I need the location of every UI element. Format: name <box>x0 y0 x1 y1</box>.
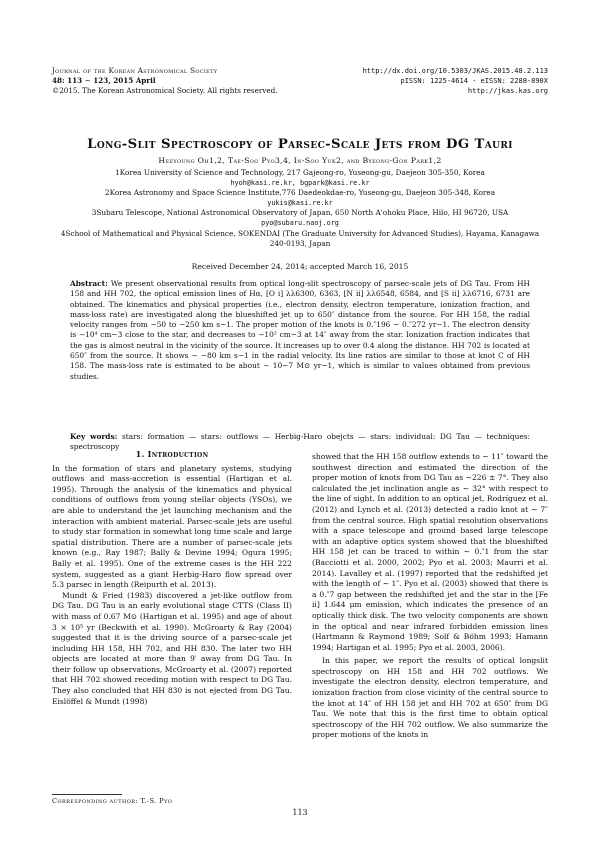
paper-title: Long-Slit Spectroscopy of Parsec-Scale Jets from DG Tauri <box>87 137 513 152</box>
issn: pISSN: 1225-4614 · eISSN: 2288-890X <box>400 77 548 85</box>
doi-link[interactable]: http://dx.doi.org/10.5303/JKAS.2015.48.2.113 <box>362 67 548 75</box>
affiliation-2: 2Korea Astronomy and Space Science Institute,776 Daedeokdae-ro, Yuseong-gu, Daejeon 305-348, Korea <box>104 188 496 198</box>
right-column <box>312 452 548 741</box>
affiliation-3-email[interactable]: pyo@subaru.naoj.org <box>261 219 339 228</box>
journal-name: Journal of the Korean Astronomical Society <box>52 66 218 75</box>
section-heading: 1. Introduction <box>135 449 209 459</box>
journal-header <box>52 66 277 96</box>
affiliation-3: 3Subaru Telescope, National Astronomical Observatory of Japan, 650 North A'ohoku Place, Hilo, HI 96720, USA <box>91 208 509 218</box>
paragraph: Mundt & Fried (1983) discovered a jet-like outflow from DG Tau. DG Tau is an early evolutional stage CTTS (Class II) with mass of 0.67 M⊙ (Hartigan et al. 1995) and age of about 3 × 10⁵ yr (Beckwith et al. 1990). McGroarty & Ray (2004) suggested that it is the driving source of a parsec-scale jet including HH 158, HH 702, and HH 830. The later two HH objects are located at more than 9′ away from DG Tau. In their follow up observations, McGroarty et al. (2007) reported that HH 702 showed receding motion with respect to DG Tau. They also concluded that HH 830 is not ejected from DG Tau. Eislöffel & Mundt (1998) <box>52 590 292 706</box>
received-dates: Received December 24, 2014; accepted March 16, 2015 <box>191 262 409 271</box>
doi-header <box>363 66 548 96</box>
affiliation-2-email[interactable]: yukis@kasi.re.kr <box>267 199 333 208</box>
left-column <box>52 449 292 707</box>
keywords-label: Key words: <box>70 432 118 441</box>
keywords-text: stars: formation — stars: outflows — Herbig-Haro obejcts — stars: individual: DG Tau — techniques: spectroscopy <box>70 432 531 452</box>
affiliation-4: 4School of Mathematical and Physical Science, SOKENDAI (The Graduate University for Advanced Studies), Hayama, Kanagawa 240-0193, Japan <box>60 228 540 248</box>
abstract <box>70 279 530 382</box>
abstract-text: We present observational results from optical long-slit spectroscopy of parsec-scale jets of DG Tau. From HH 158 and HH 702, the optical emission lines of Hα, [O i] λλ6300, 6363, [N ii] λλ6548, 6584, and [S ii] λλ6716, 6731 are obtained. The kinematics and physical properties (i.e., electron density, electron temperature, ionization fraction, and mass-loss rate) are investigated along the blueshifted jet up to 650″ distance from the source. For HH 158, the radial velocity ranges from −50 to −250 km s−1. The proper motion of the knots is 0.″196 − 0.″272 yr−1. The electron density is ∼10⁴ cm−3 close to the star, and decreases to ∼10² cm−3 at 14″ away from the star. Ionization fraction indicates that the gas is almost neutral in the vicinity of the source. It increases up to over 0.4 along the distance. HH 702 is located at 650″ from the source. It shows ∼ −80 km s−1 in the radial velocity. Its line ratios are similar to those at knot C of HH 158. The mass-loss rate is estimated to be about ∼ 10−7 M⊙ yr−1, which is similar to values obtained from previous studies. <box>70 279 530 381</box>
paragraph: showed that the HH 158 outflow extends to ∼ 11″ toward the southwest direction and estimated the direction of the proper motion of knots from DG Tau as ∼226 ± 7°. They also calculated the jet inclination angle as ∼ 32° with respect to the line of sight. In addition to an optical jet, Rodríguez et al. (2012) and Lynch et al. (2013) detected a radio knot at ∼ 7″ from the central source. High spatial resolution observations with a space telescope and ground based large telescope with an adaptive optics system showed that the blueshifted HH 158 jet can be traced to within ∼ 0.″1 from the star (Bacciotti et al. 2000, 2002; Pyo et al. 2003; Maurri et al. 2014). Lavalley et al. (1997) reported that the redshifted jet with the length of ∼ 1″. Pyo et al. (2003) showed that there is a 0.″7 gap between the redshifted jet and the star in the [Fe ii] 1.644 μm emission, which indicates the presence of an optically thick disk. The two velocity components are shown in the optical and near infrared forbidden emission lines (Hartmann & Raymond 1989; Solf & Böhm 1993; Hamann 1994; Hartigan et al. 1995; Pyo et al. 2003, 2006). <box>312 452 548 652</box>
paragraph: In this paper, we report the results of optical longslit spectroscopy on HH 158 and HH 702 outflows. We investigate the electron density, electron temperature, and ionization fraction from close vicinity of the central source to the knot at 14″ of HH 158 jet and HH 702 at 650″ from DG Tau. We note that this is the first time to obtain optical spectroscopy of the HH 702 outflow. We also summarize the proper motions of the knots in <box>312 656 548 740</box>
copyright: ©2015. The Korean Astronomical Society. All rights reserved. <box>52 86 278 95</box>
footnote-rule <box>52 794 122 795</box>
volume-pages: 48: 113 ∼ 123, 2015 April <box>52 76 156 85</box>
abstract-label: Abstract: <box>70 279 108 288</box>
affiliation-1-email[interactable]: hyoh@kasi.re.kr, bgpark@kasi.re.kr <box>230 179 370 188</box>
journal-site-link[interactable]: http://jkas.kas.org <box>467 87 548 95</box>
paragraph: In the formation of stars and planetary systems, studying outflows and mass-accretion is essential (Hartigan et al. 1995). Through the analysis of the kinematics and physical conditions of outflows from young stellar objects (YSOs), we are able to understand the jet launching mechanism and the interaction with ambient material. Parsec-scale jets are useful to study star formation in somewhat long time scale and large spatial distribution. There are a number of parsec-scale jets known (e.g., Ray 1987; Bally & Devine 1994; Ogura 1995; Bally et al. 1995). One of the extreme cases is the HH 222 system, suggested as a giant Herbig-Haro flow spread over 5.3 parsec in length (Reipurth et al. 2013). <box>52 463 292 590</box>
author-list: Heeyoung Oh1,2, Tae-Soo Pyo3,4, In-Soo Yuk2, and Byeong-Gon Park1,2 <box>158 156 442 165</box>
corresponding-author-footnote: Corresponding author: T.-S. Pyo <box>52 797 173 805</box>
page-number: 113 <box>292 808 308 817</box>
affiliations <box>52 168 548 249</box>
affiliation-1: 1Korea University of Science and Technology, 217 Gajeong-ro, Yuseong-gu, Daejeon 305-350, Korea <box>115 168 485 177</box>
